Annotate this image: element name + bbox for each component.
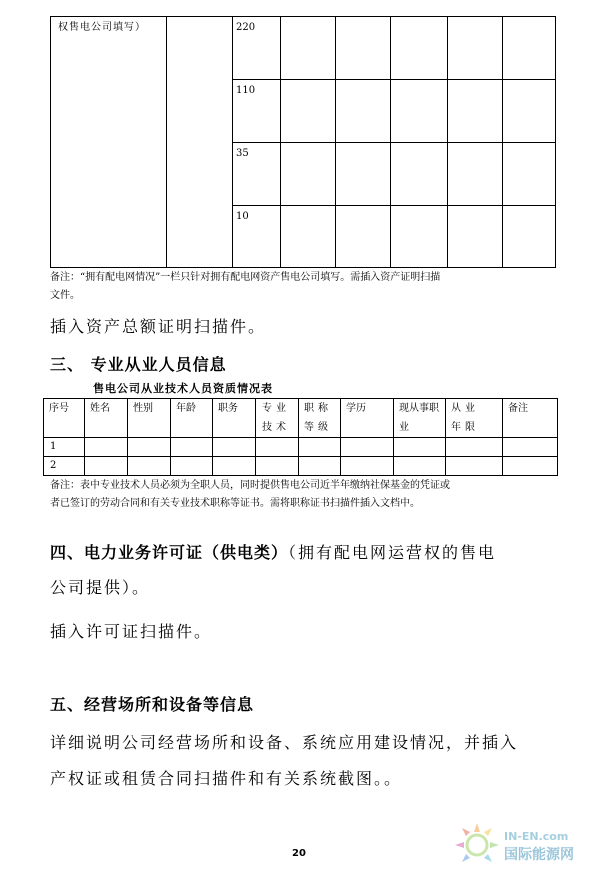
row-number: 1 (50, 441, 57, 452)
watermark-brand-en: IN-EN.com (504, 830, 569, 843)
page-number: 20 (292, 848, 306, 859)
header-cell: 学历 (346, 403, 366, 414)
header-cell: 序号 (49, 403, 69, 414)
header-cell: 年龄 (176, 403, 196, 414)
note-line: 备注：“拥有配电网情况”一栏只针对拥有配电网资产售电公司填写。需插入资产证明扫描 (50, 272, 441, 283)
section-5-heading: 五、经营场所和设备等信息 (50, 695, 255, 714)
header-cell: 备注 (508, 403, 528, 414)
row-number: 2 (50, 460, 57, 471)
section-4-heading: 四、电力业务许可证（供电类） (50, 543, 289, 562)
insert-license-text: 插入许可证扫描件。 (50, 622, 213, 641)
watermark-brand-cn: 国际能源网 (504, 847, 574, 863)
header-cell: 职称等级 (304, 403, 332, 433)
staff-table-title: 售电公司从业技术人员资质情况表 (93, 382, 273, 395)
section-4-line2: 公司提供）。 (50, 578, 151, 597)
header-cell: 职务 (218, 403, 238, 414)
voltage-110: 110 (236, 85, 256, 96)
voltage-220: 220 (236, 22, 256, 33)
section-4-line1 (50, 540, 496, 563)
asset-table-note (50, 270, 570, 304)
header-cell: 专业技术 (262, 403, 290, 433)
table-row-label: 权售电公司填写） (58, 22, 146, 33)
header-cell: 性别 (133, 403, 153, 414)
note-line: 备注：表中专业技术人员必须为全职人员，同时提供售电公司近半年缴纳社保基金的凭证或 (50, 480, 450, 491)
voltage-35: 35 (236, 148, 249, 159)
header-cell: 现从事职业 (399, 403, 439, 433)
sunburst-icon (452, 820, 502, 870)
watermark-logo (452, 816, 600, 874)
section-3-heading: 三、 专业从业人员信息 (50, 355, 227, 374)
section-5-line2: 产权证或租赁合同扫描件和有关系统截图。。 (50, 769, 403, 788)
section-5-line1: 详细说明公司经营场所和设备、系统应用建设情况，并插入 (50, 733, 519, 752)
header-cell: 从业年限 (451, 403, 479, 433)
voltage-10: 10 (236, 211, 249, 222)
note-line: 者已签订的劳动合同和有关专业技术职称等证书。需将职称证书扫描件插入文档中。 (50, 498, 420, 509)
insert-asset-text: 插入资产总额证明扫描件。 (50, 317, 267, 336)
note-line: 文件。 (50, 290, 80, 301)
header-cell: 姓名 (90, 403, 110, 414)
section-4-paren: （拥有配电网运营权的售电 (288, 543, 497, 562)
staff-table-note (50, 478, 570, 512)
